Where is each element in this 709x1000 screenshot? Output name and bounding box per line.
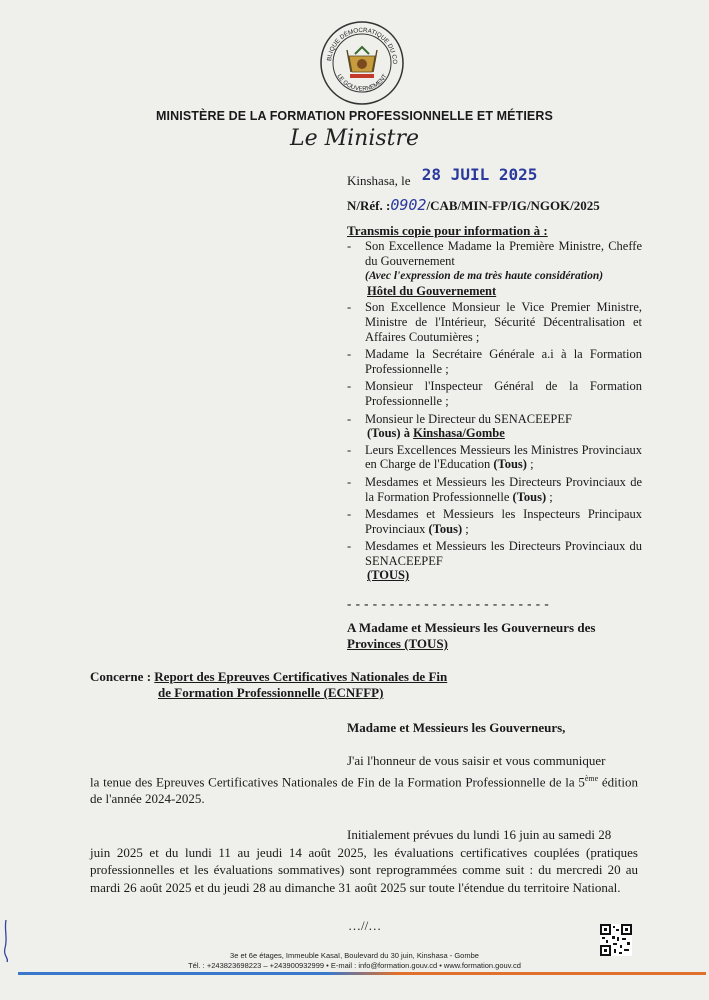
recipient-sub: (TOUS) <box>367 568 410 583</box>
list-item: - Monsieur le Directeur du SENACEEPEF <box>347 411 572 426</box>
coat-of-arms-seal <box>319 20 405 106</box>
list-item: - Leurs Excellences Messieurs les Ministres Provinciaux en Charge de l'Education (Tous) ; <box>347 442 642 472</box>
footer-address: 3e et 6e étages, Immeuble Kasaï, Boulevard du 30 juin, Kinshasa - Gombe <box>230 951 479 960</box>
recipients-heading: Transmis copie pour information à : <box>347 223 548 238</box>
list-item: - Monsieur l'Inspecteur Général de la Formation Professionnelle ; <box>347 379 642 408</box>
list-item: - Son Excellence Madame la Première Ministre, Cheffe du Gouvernement (Avec l'expression de ma très haute considération) <box>347 239 642 283</box>
subject-line-1: Report des Epreuves Certificatives Nationales de Fin <box>154 669 448 684</box>
subject-label: Concerne <box>90 669 144 684</box>
subject: Concerne : Report des Epreuves Certificatives Nationales de Fin de Formation Professionnelle (ECNFFP) <box>90 669 550 701</box>
date-line <box>347 165 538 189</box>
list-item: - Mesdames et Messieurs les Directeurs Provinciaux de la Formation Professionnelle (Tous) ; <box>347 474 642 504</box>
svg-text:RÉPUBLIQUE DÉMOCRATIQUE DU CON: BLIQUE DÉMOCRATIQUE DU CO <box>326 26 399 65</box>
footer-contacts: Tél. : +243823698223 – +243900932999 • E-mail : info@formation.gouv.cd • www.formation.gouv.cd <box>188 961 521 970</box>
addressee: A Madame et Messieurs les Gouverneurs des Provinces (TOUS) <box>347 620 596 651</box>
body-paragraph-2: Initialement prévues du lundi 16 juin au samedi 28 juin 2025 et du lundi 11 au jeudi 14 août 2025, les évaluations certificatives couplées (pratiques professionnelles et les évaluations sommatives) sont reprogrammées comme suit : du mercredi 20 au mardi 26 août 2025 et du jeudi 28 au dimanche 31 août 2025 sur toute l'étendue du territoire National. <box>90 827 638 895</box>
place-label: Kinshasa, le <box>347 173 411 188</box>
continuation-mark: …//… <box>348 918 382 933</box>
minister-signature-title: Le Ministre <box>289 126 420 151</box>
list-item: - Son Excellence Monsieur le Vice Premier Ministre, Ministre de l'Intérieur, Sécurité Décentralisation et Affaires Coutumières ; <box>347 300 642 344</box>
body-paragraph-1: J'ai l'honneur de vous saisir et vous communiquer la tenue des Epreuves Certificatives Nationales de Fin de la Formation Professionnelle de la 5ème édition de l'année 2024-2025. <box>90 753 638 807</box>
recipient-note: (Avec l'expression de ma très haute considération) <box>365 270 604 283</box>
list-item: - Mesdames et Messieurs les Inspecteurs Principaux Provinciaux (Tous) ; <box>347 507 642 536</box>
list-item: - Mesdames et Messieurs les Directeurs Provinciaux du SENACEEPEF <box>347 539 642 568</box>
footer-color-bar <box>18 972 706 975</box>
svg-text:LE GOUVERNEMENT: LE GOUVERNEMENT <box>335 73 389 93</box>
subject-line-2: de Formation Professionnelle (ECNFFP) <box>158 685 384 700</box>
reference-line <box>347 197 600 214</box>
ministry-title: MINISTÈRE DE LA FORMATION PROFESSIONNELLE ET MÉTIERS <box>156 109 553 123</box>
ref-number: 0902 <box>390 196 427 214</box>
date-stamp: 28 JUIL 2025 <box>421 165 538 184</box>
recipient-sub: (Tous) à Kinshasa/Gombe <box>367 426 505 441</box>
list-item: - Madame la Secrétaire Générale a.i à la Formation Professionnelle ; <box>347 347 642 376</box>
ref-suffix: /CAB/MIN-FP/IG/NGOK/2025 <box>426 198 600 213</box>
recipient-sub: Hôtel du Gouvernement <box>367 283 497 298</box>
salutation: Madame et Messieurs les Gouverneurs, <box>347 720 566 735</box>
ref-label: N/Réf. : <box>347 198 391 213</box>
separator: - - - - - - - - - - - - - - - - - - - - - - - - <box>347 596 550 611</box>
recipients-list <box>347 239 642 583</box>
